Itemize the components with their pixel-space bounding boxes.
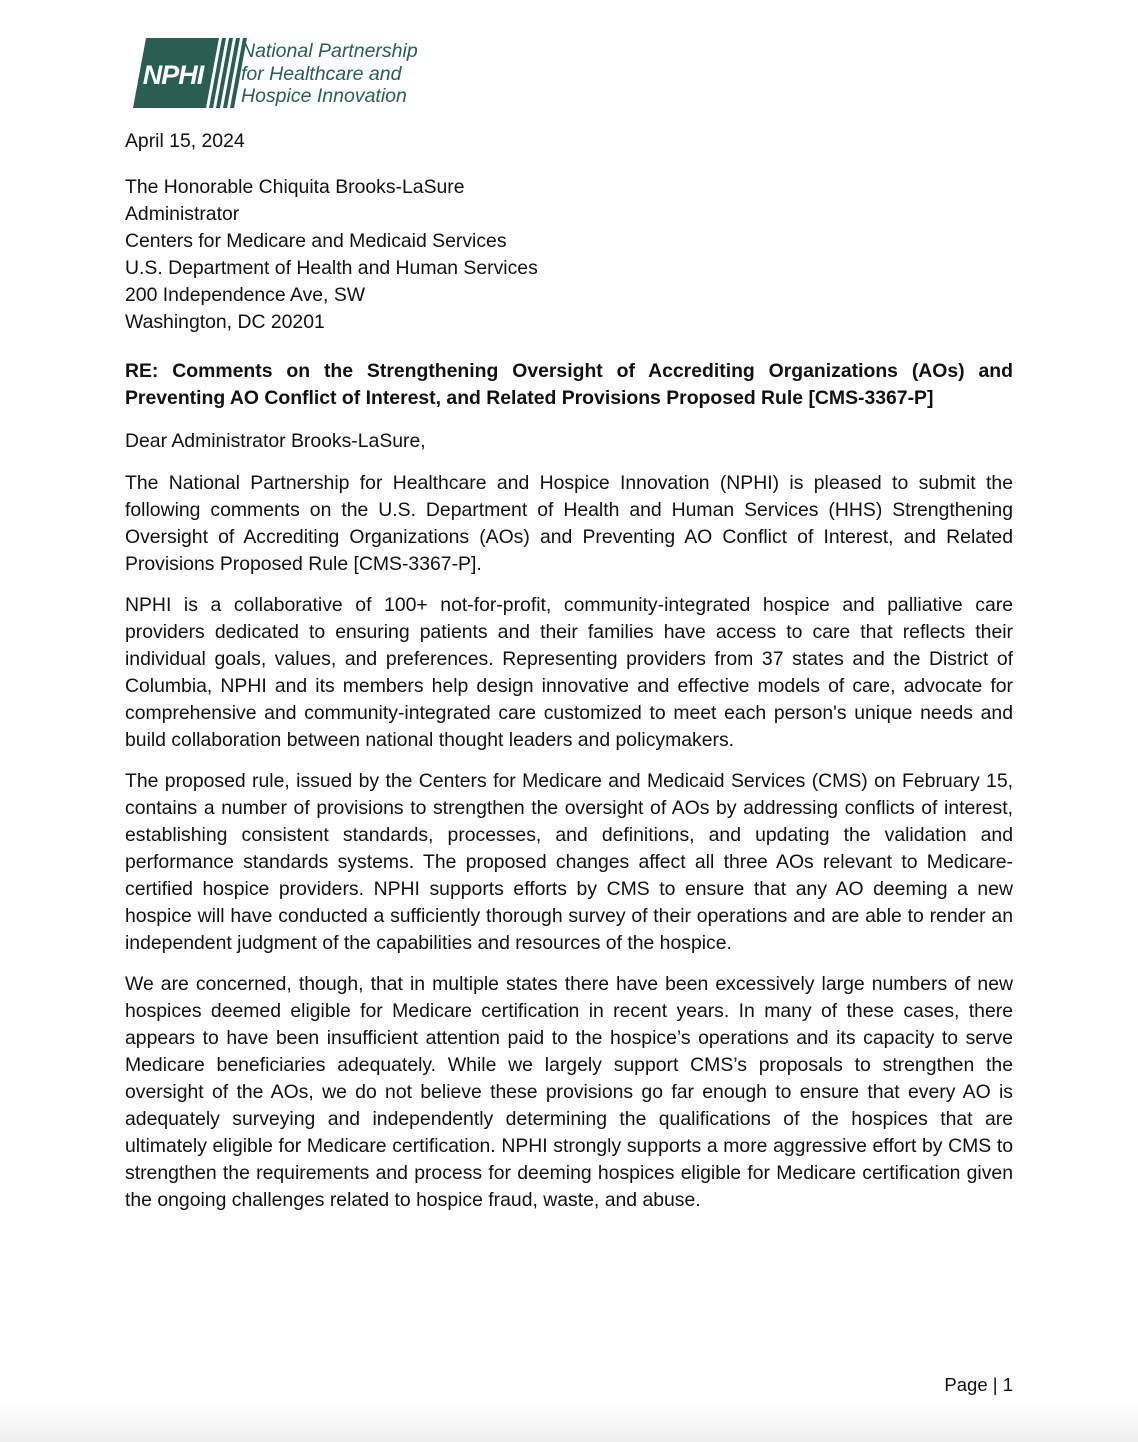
body-paragraph: The proposed rule, issued by the Centers for Medicare and Medicaid Services (CMS) on February 15, contains a number of provisions to strengthen the oversight of AOs by addressing conflicts of interest, establishing consistent standards, processes, and definitions, and updating the validation and performance standards systems. The proposed changes affect all three AOs relevant to Medicare-certified hospice providers. NPHI supports efforts by CMS to ensure that any AO deeming a new hospice will have conducted a sufficiently thorough survey of their operations and are able to render an independent judgment of the capabilities and resources of the hospice.: [125, 770, 1013, 954]
body-paragraph: We are concerned, though, that in multiple states there have been excessively large numbers of new hospices deemed eligible for Medicare certification in recent years. In many of these cases, there appears to have been insufficient attention paid to the hospice’s operations and its capacity to serve Medicare beneficiaries adequately. While we largely support CMS’s proposals to strengthen the oversight of the AOs, we do not believe these provisions go far enough to ensure that every AO is adequately surveying and independently determining the qualifications of the hospices that are ultimately eligible for Medicare certification. NPHI strongly supports a more aggressive effort by CMS to strengthen the requirements and process for deeming hospices eligible for Medicare certification given the ongoing challenges related to hospice fraud, waste, and abuse.: [125, 973, 1013, 1211]
logo-line-2: for Healthcare and: [241, 62, 402, 85]
page-edge-shadow: [0, 1402, 1138, 1442]
recipient-address: [125, 174, 1013, 336]
recipient-department: U.S. Department of Health and Human Services: [125, 257, 538, 279]
nphi-logo: [133, 36, 463, 110]
letter-body: [125, 128, 1013, 1228]
page-number: Page | 1: [944, 1374, 1013, 1395]
body-paragraph: The National Partnership for Healthcare and Hospice Innovation (NPHI) is pleased to submit the following comments on the U.S. Department of Health and Human Services (HHS) Strengthening Oversight of Accrediting Organizations (AOs) and Preventing AO Conflict of Interest, and Related Provisions Proposed Rule [CMS-3367-P].: [125, 472, 1013, 575]
letter-date: April 15, 2024: [125, 130, 245, 152]
recipient-street: 200 Independence Ave, SW: [125, 284, 366, 306]
recipient-organization: Centers for Medicare and Medicaid Services: [125, 230, 507, 252]
logo-mark-text: NPHI: [142, 60, 204, 90]
salutation: Dear Administrator Brooks-LaSure,: [125, 430, 426, 452]
body-paragraph: NPHI is a collaborative of 100+ not-for-profit, community-integrated hospice and palliative care providers dedicated to ensuring patients and their families have access to care that reflects their individual goals, values, and preferences. Representing providers from 37 states and the District of Columbia, NPHI and its members help design innovative and effective models of care, advocate for comprehensive and community-integrated care customized to meet each person's unique needs and build collaboration between national thought leaders and policymakers.: [125, 594, 1013, 751]
logo-wordmark: [241, 40, 418, 108]
recipient-city: Washington, DC 20201: [125, 311, 325, 333]
nphi-logo-mark: [133, 38, 251, 108]
logo-line-1: National Partnership: [241, 40, 418, 62]
recipient-name: The Honorable Chiquita Brooks-LaSure: [125, 176, 465, 198]
logo-line-3: Hospice Innovation: [241, 85, 407, 107]
recipient-title: Administrator: [125, 203, 240, 225]
subject-line: RE: Comments on the Strengthening Oversight of Accrediting Organizations (AOs) and Preventing AO Conflict of Interest, and Related Provisions Proposed Rule [CMS-3367-P]: [125, 360, 1013, 409]
